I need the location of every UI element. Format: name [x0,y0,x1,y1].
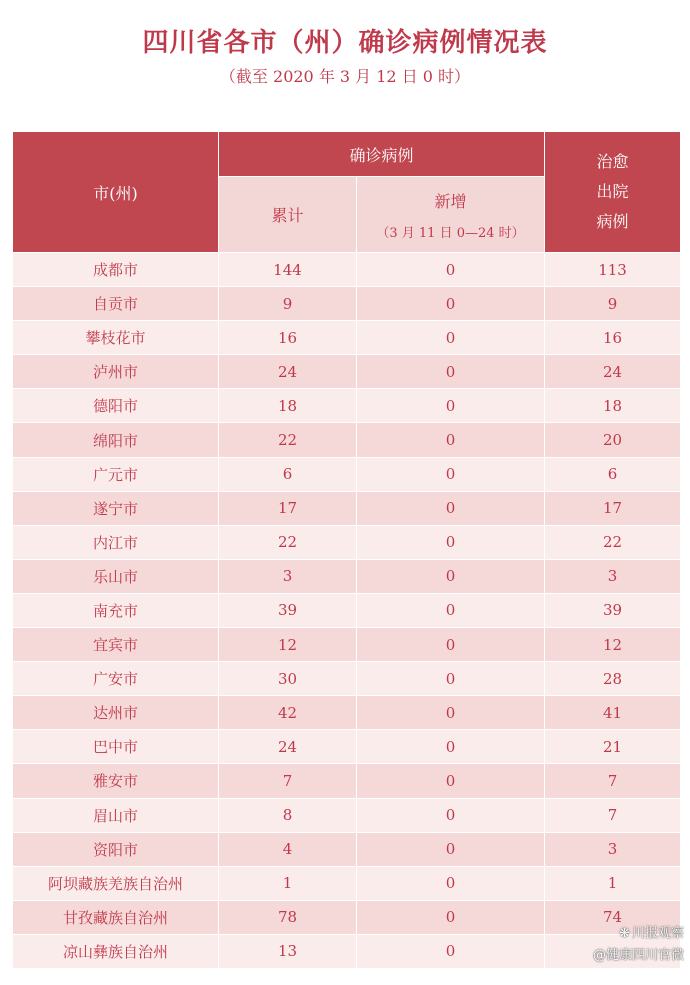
table-row [13,900,681,934]
table-body [13,253,681,969]
cell-city: 内江市 [13,525,219,559]
cell-cured: 41 [545,696,681,730]
cell-new: 0 [357,253,545,287]
cell-city: 达州市 [13,696,219,730]
watermark-line2: @健康四川官微 [592,948,684,963]
cell-cured: 74 [545,900,681,934]
cell-cumulative: 8 [219,798,357,832]
cell-cumulative: 78 [219,900,357,934]
cell-new: 0 [357,355,545,389]
cell-new: 0 [357,525,545,559]
cell-new: 0 [357,287,545,321]
table-row [13,730,681,764]
cell-cured: 21 [545,730,681,764]
table-row [13,423,681,457]
table-row [13,355,681,389]
cell-city: 巴中市 [13,730,219,764]
wechat-icon: ❋ [619,926,630,941]
header-cumulative [219,177,357,253]
cell-cured: 22 [545,525,681,559]
cell-cumulative: 16 [219,321,357,355]
header-cured-line3: 病例 [596,212,629,231]
cell-new: 0 [357,900,545,934]
table-row [13,934,681,968]
cell-cured: 3 [545,559,681,593]
cell-new: 0 [357,321,545,355]
cell-cumulative: 24 [219,730,357,764]
cell-cured: 20 [545,423,681,457]
cell-new: 0 [357,832,545,866]
header-cured-line1: 治愈 [596,152,629,171]
table-row [13,287,681,321]
header-confirmed: 确诊病例 [219,132,545,177]
cell-cumulative: 13 [219,934,357,968]
cell-cumulative: 12 [219,628,357,662]
cell-city: 遂宁市 [13,491,219,525]
table-row [13,764,681,798]
cell-cured: 6 [545,457,681,491]
cell-cumulative: 42 [219,696,357,730]
cell-city: 德阳市 [13,389,219,423]
cell-cumulative: 7 [219,764,357,798]
cell-cumulative: 22 [219,423,357,457]
cell-city: 资阳市 [13,832,219,866]
header-new [357,177,545,253]
header-new-period: （3 月 11 日 0—24 时） [376,225,525,241]
cell-cumulative: 4 [219,832,357,866]
cell-new: 0 [357,491,545,525]
header-cured-line2: 出院 [596,182,629,201]
cell-cured: 18 [545,389,681,423]
cell-new: 0 [357,423,545,457]
header-cumulative-label: 累计 [271,206,304,225]
page-subtitle: （截至 2020 年 3 月 12 日 0 时） [219,67,471,86]
cell-cumulative: 22 [219,525,357,559]
cell-city: 自贡市 [13,287,219,321]
page-title: 四川省各市（州）确诊病例情况表 [142,28,548,58]
watermark-line1 [593,923,684,945]
cell-city: 南充市 [13,593,219,627]
cell-cured: 7 [545,798,681,832]
cell-cured: 39 [545,593,681,627]
table-row [13,662,681,696]
cell-new: 0 [357,559,545,593]
cell-new: 0 [357,696,545,730]
cell-cumulative: 30 [219,662,357,696]
table-header [13,132,681,253]
table-row [13,491,681,525]
cell-city: 眉山市 [13,798,219,832]
cell-cumulative: 1 [219,866,357,900]
cell-city: 阿坝藏族羌族自治州 [13,866,219,900]
cell-new: 0 [357,389,545,423]
cell-city: 泸州市 [13,355,219,389]
cell-cumulative: 17 [219,491,357,525]
cell-new: 0 [357,457,545,491]
cell-cured: 24 [545,355,681,389]
cell-cumulative: 9 [219,287,357,321]
table-row [13,593,681,627]
cell-cured: 17 [545,491,681,525]
table-row [13,321,681,355]
cell-new: 0 [357,628,545,662]
table-row [13,628,681,662]
cell-cured: 16 [545,321,681,355]
cell-new: 0 [357,866,545,900]
watermark [593,923,684,967]
table-row [13,696,681,730]
cell-city: 凉山彝族自治州 [13,934,219,968]
table-row [13,253,681,287]
header-city: 市(州) [13,132,219,253]
cell-cumulative: 24 [219,355,357,389]
cell-new: 0 [357,662,545,696]
cell-cured: 12 [545,628,681,662]
watermark-source: 川报观察 [631,926,684,941]
cell-new: 0 [357,730,545,764]
table-row [13,457,681,491]
cell-cured: 7 [545,764,681,798]
cell-city: 攀枝花市 [13,321,219,355]
table-row [13,832,681,866]
cell-cumulative: 6 [219,457,357,491]
cell-city: 广安市 [13,662,219,696]
cell-city: 宜宾市 [13,628,219,662]
header-new-label: 新增 [434,191,467,211]
cell-cured: 28 [545,662,681,696]
cases-table [12,131,681,969]
cell-cumulative: 39 [219,593,357,627]
table-row [13,559,681,593]
table-row [13,798,681,832]
cell-cured: 9 [545,287,681,321]
table-row [13,389,681,423]
cell-cured: 1 [545,866,681,900]
cell-cumulative: 18 [219,389,357,423]
cell-new: 0 [357,934,545,968]
cell-cumulative: 3 [219,559,357,593]
cell-cured: 3 [545,832,681,866]
cell-city: 广元市 [13,457,219,491]
cell-city: 甘孜藏族自治州 [13,900,219,934]
header-cured [545,132,681,253]
cell-cured: 113 [545,253,681,287]
cell-city: 乐山市 [13,559,219,593]
cell-new: 0 [357,593,545,627]
cell-new: 0 [357,764,545,798]
table-row [13,525,681,559]
cell-city: 雅安市 [13,764,219,798]
cell-city: 成都市 [13,253,219,287]
cell-cumulative: 144 [219,253,357,287]
table-row [13,866,681,900]
cell-city: 绵阳市 [13,423,219,457]
cell-new: 0 [357,798,545,832]
